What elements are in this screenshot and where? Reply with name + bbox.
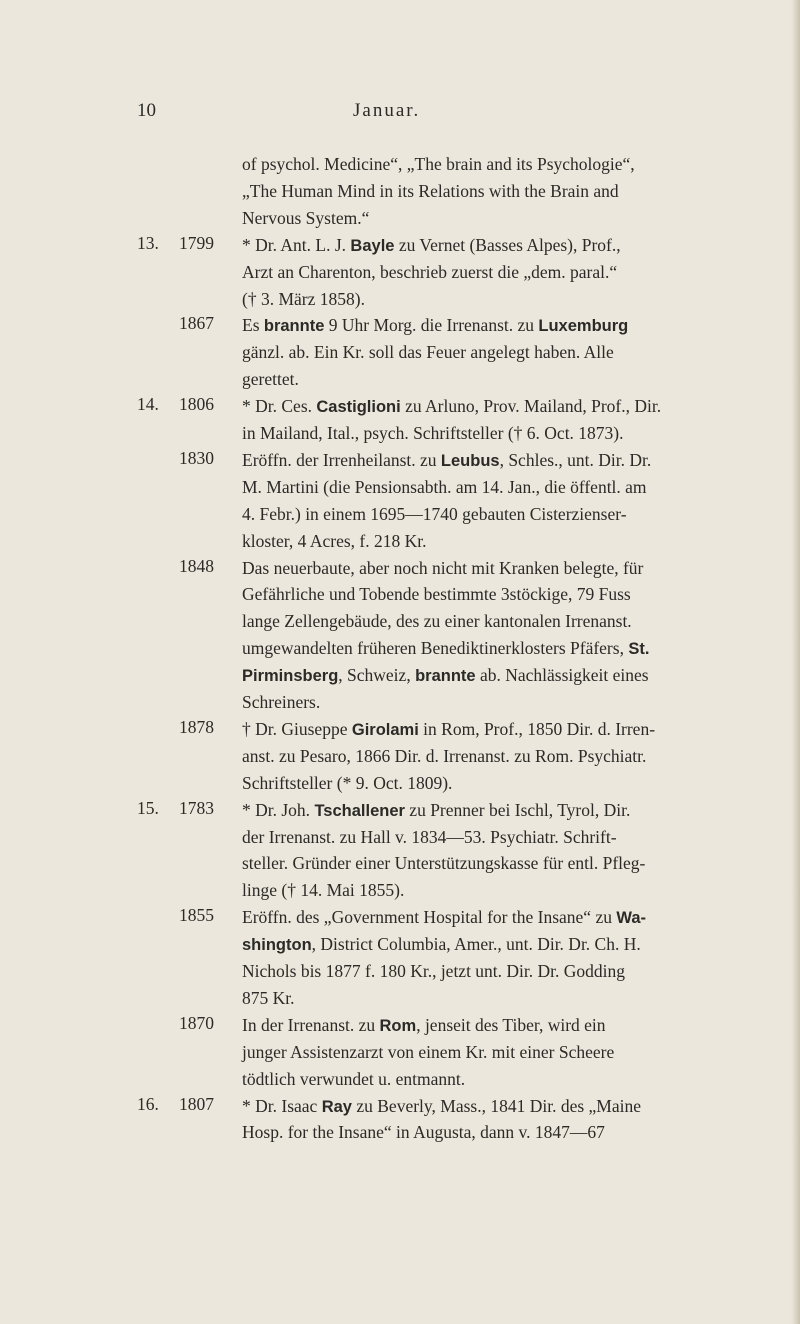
text-segment: M. Martini (die Pensionsabth. am 14. Jan., die öffentl. am	[242, 477, 647, 497]
text-line	[242, 932, 641, 956]
text-line	[242, 582, 631, 606]
text-segment: zu Vernet (Basses Alpes), Prof.,	[394, 235, 621, 255]
entry-year: 1799	[179, 233, 214, 253]
bold-keyword: Rom	[379, 1017, 417, 1035]
page-edge	[791, 0, 800, 1324]
text-line	[242, 260, 617, 284]
day-number: 16.	[137, 1094, 159, 1114]
text-line	[242, 851, 645, 875]
text-line	[242, 556, 643, 580]
bold-keyword: Castiglioni	[316, 398, 401, 416]
text-line	[242, 690, 320, 714]
text-line	[242, 1067, 465, 1091]
text-segment: , jenseit des Tiber, wird ein	[416, 1015, 606, 1035]
text-line	[242, 421, 624, 445]
text-line	[242, 798, 630, 822]
text-segment: * Dr. Ant. L. J.	[242, 235, 351, 255]
text-line	[242, 1040, 614, 1064]
text-segment: † Dr. Giuseppe	[242, 719, 352, 739]
text-line	[242, 179, 619, 203]
text-segment: Schriftsteller (* 9. Oct. 1809).	[242, 773, 453, 793]
text-segment: steller. Gründer einer Unterstützungskasse für entl. Pfleg-	[242, 853, 646, 873]
text-segment: * Dr. Isaac	[242, 1096, 322, 1116]
text-segment: Nervous System.“	[242, 208, 370, 228]
text-segment: In der Irrenanst. zu	[242, 1015, 380, 1035]
text-line	[242, 771, 452, 795]
bold-keyword: brannte	[415, 667, 476, 685]
text-segment: ab. Nachlässigkeit eines	[475, 665, 649, 685]
text-segment: kloster, 4 Acres, f. 218 Kr.	[242, 531, 427, 551]
text-segment: umgewandelten früheren Benediktinerklosters Pfäfers,	[242, 638, 629, 658]
text-line	[242, 502, 627, 526]
entry-year: 1855	[179, 905, 214, 925]
text-segment: gänzl. ab. Ein Kr. soll das Feuer angelegt haben. Alle	[242, 342, 614, 362]
text-segment: Nichols bis 1877 f. 180 Kr., jetzt unt. Dir. Dr. Godding	[242, 961, 626, 981]
entry-year: 1870	[179, 1013, 214, 1033]
day-number: 15.	[137, 798, 159, 818]
text-line	[242, 367, 299, 391]
text-line	[242, 313, 628, 337]
text-line	[242, 448, 651, 472]
text-segment: Hosp. for the Insane“ in Augusta, dann v. 1847—67	[242, 1122, 605, 1142]
text-segment: of psychol. Medicine“, „The brain and its Psychologie“,	[242, 154, 635, 174]
entry-year: 1878	[179, 717, 214, 737]
text-segment: linge († 14. Mai 1855).	[242, 880, 405, 900]
entry-year: 1848	[179, 556, 214, 576]
text-segment: „The Human Mind in its Relations with the Brain and	[242, 181, 619, 201]
text-segment: zu Arluno, Prov. Mailand, Prof., Dir.	[400, 396, 662, 416]
text-segment: († 3. März 1858).	[242, 289, 365, 309]
text-line	[242, 959, 625, 983]
text-line	[242, 717, 655, 741]
text-line	[242, 663, 649, 687]
running-title: Januar.	[353, 100, 421, 121]
text-line	[242, 529, 426, 553]
bold-keyword: Ray	[321, 1098, 352, 1116]
text-line	[242, 825, 617, 849]
text-segment: anst. zu Pesaro, 1866 Dir. d. Irrenanst. zu Rom. Psychiatr.	[242, 746, 647, 766]
bold-keyword: Bayle	[350, 237, 395, 255]
text-line	[242, 878, 404, 902]
text-segment: * Dr. Ces.	[242, 396, 317, 416]
text-segment: 9 Uhr Morg. die Irrenanst. zu	[324, 315, 539, 335]
text-line	[242, 1094, 641, 1118]
text-line	[242, 394, 661, 418]
text-segment: gerettet.	[242, 369, 299, 389]
entry-year: 1830	[179, 448, 214, 468]
bold-keyword: shington	[242, 936, 312, 954]
text-segment: Es	[242, 315, 264, 335]
entry-year: 1867	[179, 313, 214, 333]
text-segment: der Irrenanst. zu Hall v. 1834—53. Psychiatr. Schrift-	[242, 827, 617, 847]
text-segment: , Schweiz,	[338, 665, 416, 685]
text-segment: lange Zellengebäude, des zu einer kantonalen Irrenanst.	[242, 611, 632, 631]
text-segment: zu Prenner bei Ischl, Tyrol, Dir.	[404, 800, 631, 820]
text-line	[242, 287, 365, 311]
text-segment: 875 Kr.	[242, 988, 295, 1008]
text-segment: Eröffn. der Irrenheilanst. zu	[242, 450, 441, 470]
text-segment: Schreiners.	[242, 692, 321, 712]
text-segment: in Rom, Prof., 1850 Dir. d. Irren-	[418, 719, 656, 739]
day-number: 13.	[137, 233, 159, 253]
text-line	[242, 905, 646, 929]
text-line	[242, 475, 647, 499]
text-line	[242, 152, 635, 176]
text-segment: in Mailand, Ital., psych. Schriftsteller († 6. Oct. 1873).	[242, 423, 624, 443]
text-line	[242, 233, 621, 257]
text-line	[242, 986, 295, 1010]
text-segment: tödtlich verwundet u. entmannt.	[242, 1069, 466, 1089]
text-line	[242, 340, 614, 364]
bold-keyword: Wa-	[616, 909, 646, 927]
bold-keyword: St.	[628, 640, 650, 658]
text-line	[242, 206, 369, 230]
text-segment: Das neuerbaute, aber noch nicht mit Kranken belegte, für	[242, 558, 644, 578]
entry-year: 1783	[179, 798, 214, 818]
text-line	[242, 636, 649, 660]
text-line	[242, 1120, 605, 1144]
text-line	[242, 609, 632, 633]
page-header	[0, 100, 800, 126]
day-number: 14.	[137, 394, 159, 414]
bold-keyword: brannte	[263, 317, 325, 335]
text-segment: junger Assistenzarzt von einem Kr. mit einer Scheere	[242, 1042, 615, 1062]
text-line	[242, 1013, 606, 1037]
text-segment: zu Beverly, Mass., 1841 Dir. des „Maine	[351, 1096, 641, 1116]
text-segment: 4. Febr.) in einem 1695—1740 gebauten Cisterzienser-	[242, 504, 627, 524]
entry-year: 1807	[179, 1094, 214, 1114]
bold-keyword: Leubus	[440, 452, 500, 470]
entry-year: 1806	[179, 394, 214, 414]
text-segment: , District Columbia, Amer., unt. Dir. Dr. Ch. H.	[311, 934, 641, 954]
bold-keyword: Girolami	[351, 721, 419, 739]
text-line	[242, 744, 646, 768]
bold-keyword: Luxemburg	[538, 317, 629, 335]
text-segment: Gefährliche und Tobende bestimmte 3stöckige, 79 Fuss	[242, 584, 631, 604]
text-segment: * Dr. Joh.	[242, 800, 315, 820]
bold-keyword: Pirminsberg	[242, 667, 339, 685]
text-segment: , Schles., unt. Dir. Dr.	[499, 450, 652, 470]
text-segment: Eröffn. des „Government Hospital for the Insane“ zu	[242, 907, 617, 927]
text-segment: Arzt an Charenton, beschrieb zuerst die „dem. paral.“	[242, 262, 618, 282]
bold-keyword: Tschallener	[314, 802, 405, 820]
page-number: 10	[137, 100, 156, 121]
